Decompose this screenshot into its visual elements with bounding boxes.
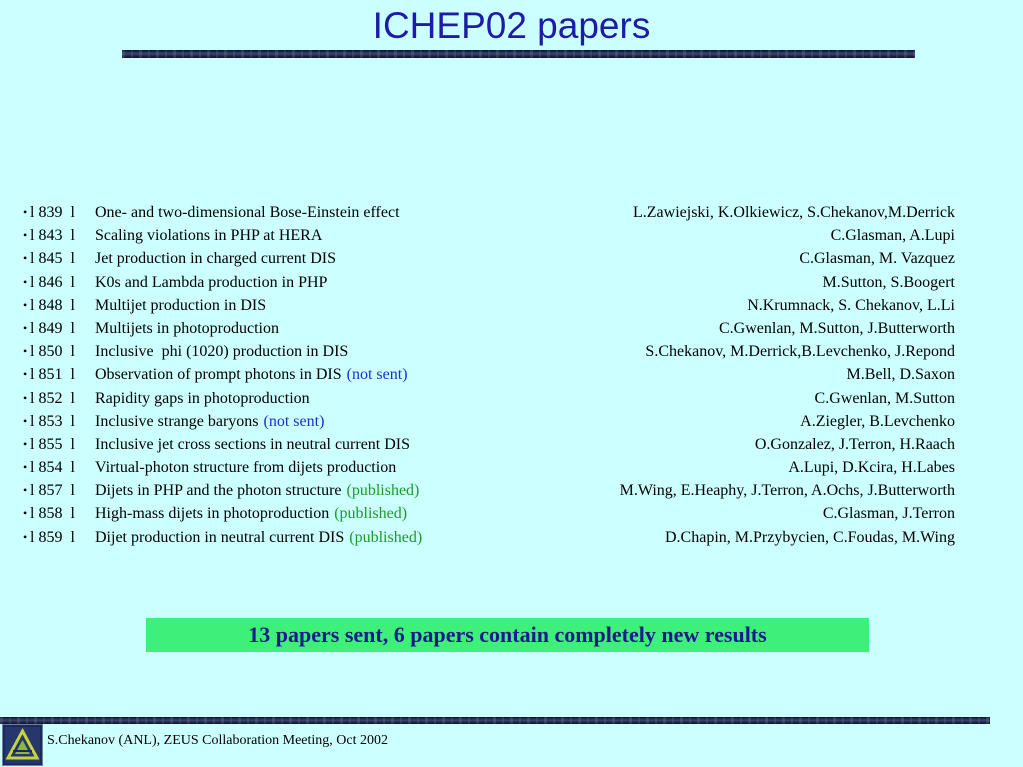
bullet-icon: • xyxy=(23,228,28,243)
paper-title: One- and two-dimensional Bose-Einstein effect xyxy=(95,204,400,221)
paper-row xyxy=(0,201,1023,224)
paper-number: l 845 l xyxy=(30,250,75,268)
paper-number: l 851 l xyxy=(30,366,75,384)
paper-list xyxy=(0,201,1023,549)
paper-number: l 848 l xyxy=(30,296,75,314)
bullet-icon: • xyxy=(23,274,28,289)
paper-status: (published) xyxy=(349,528,423,546)
paper-authors: C.Glasman, A.Lupi xyxy=(830,227,955,245)
paper-title: Multijets in photoproduction xyxy=(95,319,279,337)
paper-row xyxy=(0,317,1023,340)
paper-number: l 855 l xyxy=(30,435,75,453)
bullet-icon: • xyxy=(23,320,28,335)
paper-title-group xyxy=(95,479,419,502)
paper-status: (not sent) xyxy=(263,412,325,430)
paper-title-group xyxy=(95,363,408,386)
paper-status: (not sent) xyxy=(346,366,408,384)
paper-row xyxy=(0,340,1023,363)
paper-row xyxy=(0,387,1023,410)
paper-row xyxy=(0,479,1023,502)
paper-number: l 839 l xyxy=(30,204,75,221)
paper-status: (published) xyxy=(334,505,408,523)
argonne-logo-icon xyxy=(2,724,43,766)
paper-title-group xyxy=(95,502,407,525)
bullet-icon: • xyxy=(23,436,28,451)
paper-authors: A.Ziegler, B.Levchenko xyxy=(800,412,955,430)
bullet-icon: • xyxy=(23,413,28,428)
paper-authors: M.Sutton, S.Boogert xyxy=(822,273,955,291)
paper-row xyxy=(0,294,1023,317)
paper-authors: M.Wing, E.Heaphy, J.Terron, A.Ochs, J.Butterworth xyxy=(619,482,955,500)
paper-number: l 843 l xyxy=(30,227,75,245)
paper-title-group xyxy=(95,294,266,317)
paper-authors: C.Glasman, J.Terron xyxy=(822,505,955,523)
paper-row xyxy=(0,271,1023,294)
paper-status: (published) xyxy=(346,482,420,500)
paper-title-group xyxy=(95,410,324,433)
paper-title: Rapidity gaps in photoproduction xyxy=(95,389,310,407)
bullet-icon: • xyxy=(23,390,28,405)
summary-box: 13 papers sent, 6 papers contain completely new results xyxy=(146,618,869,652)
paper-row xyxy=(0,410,1023,433)
bullet-icon: • xyxy=(23,529,28,544)
paper-title: Dijets in PHP and the photon structure xyxy=(95,482,342,500)
paper-title: Virtual-photon structure from dijets production xyxy=(95,459,397,477)
paper-authors: C.Gwenlan, M.Sutton, J.Butterworth xyxy=(719,319,955,337)
paper-title-group xyxy=(95,201,400,224)
bullet-icon: • xyxy=(23,251,28,266)
paper-authors: C.Gwenlan, M.Sutton xyxy=(814,389,955,407)
paper-number: l 857 l xyxy=(30,482,75,500)
slide-title: ICHEP02 papers xyxy=(372,5,651,46)
paper-authors: S.Chekanov, M.Derrick,B.Levchenko, J.Repond xyxy=(645,343,955,361)
paper-number: l 859 l xyxy=(30,528,75,546)
paper-authors: A.Lupi, D.Kcira, H.Labes xyxy=(788,459,955,477)
paper-title: Multijet production in DIS xyxy=(95,296,267,314)
bullet-icon: • xyxy=(23,460,28,475)
paper-authors: O.Gonzalez, J.Terron, H.Raach xyxy=(754,435,955,453)
paper-title: K0s and Lambda production in PHP xyxy=(95,273,328,291)
paper-title-group xyxy=(95,387,310,410)
bullet-icon: • xyxy=(23,297,28,312)
footer-bar xyxy=(0,717,990,724)
paper-number: l 852 l xyxy=(30,389,75,407)
paper-authors: N.Krumnack, S. Chekanov, L.Li xyxy=(747,296,955,314)
paper-title-group xyxy=(95,340,348,363)
paper-number: l 846 l xyxy=(30,273,75,291)
paper-row xyxy=(0,526,1023,549)
bullet-icon: • xyxy=(23,344,28,359)
paper-title-group xyxy=(95,271,327,294)
bullet-icon: • xyxy=(23,506,28,521)
paper-title-group xyxy=(95,456,396,479)
paper-row xyxy=(0,247,1023,270)
bullet-icon: • xyxy=(23,483,28,498)
paper-title: Observation of prompt photons in DIS xyxy=(95,366,342,384)
paper-row xyxy=(0,363,1023,386)
paper-title-group xyxy=(95,526,422,549)
paper-title: Dijet production in neutral current DIS xyxy=(95,528,345,546)
paper-number: l 854 l xyxy=(30,459,75,477)
paper-row xyxy=(0,502,1023,525)
paper-title-group xyxy=(95,224,322,247)
paper-authors: L.Zawiejski, K.Olkiewicz, S.Chekanov,M.Derrick xyxy=(633,204,955,221)
paper-number: l 853 l xyxy=(30,412,75,430)
paper-number: l 849 l xyxy=(30,319,75,337)
bullet-icon: • xyxy=(23,205,28,219)
paper-title-group xyxy=(95,433,410,456)
paper-title: Scaling violations in PHP at HERA xyxy=(95,227,323,245)
paper-authors: M.Bell, D.Saxon xyxy=(846,366,955,384)
paper-authors: D.Chapin, M.Przybycien, C.Foudas, M.Wing xyxy=(664,528,955,546)
paper-row xyxy=(0,224,1023,247)
paper-number: l 858 l xyxy=(30,505,75,523)
paper-title-group xyxy=(95,247,336,270)
title-underline-bar xyxy=(122,50,915,58)
paper-title-group xyxy=(95,317,279,340)
paper-row xyxy=(0,456,1023,479)
paper-title: Inclusive strange baryons xyxy=(95,412,259,430)
paper-title: Inclusive jet cross sections in neutral current DIS xyxy=(95,435,411,453)
paper-row xyxy=(0,433,1023,456)
paper-number: l 850 l xyxy=(30,343,75,361)
bullet-icon: • xyxy=(23,367,28,382)
paper-title: Inclusive phi (1020) production in DIS xyxy=(95,343,349,361)
paper-title: High-mass dijets in photoproduction xyxy=(95,505,330,523)
footer-text: S.Chekanov (ANL), ZEUS Collaboration Meeting, Oct 2002 xyxy=(47,733,389,748)
paper-authors: C.Glasman, M. Vazquez xyxy=(799,250,955,268)
paper-title: Jet production in charged current DIS xyxy=(95,250,336,268)
